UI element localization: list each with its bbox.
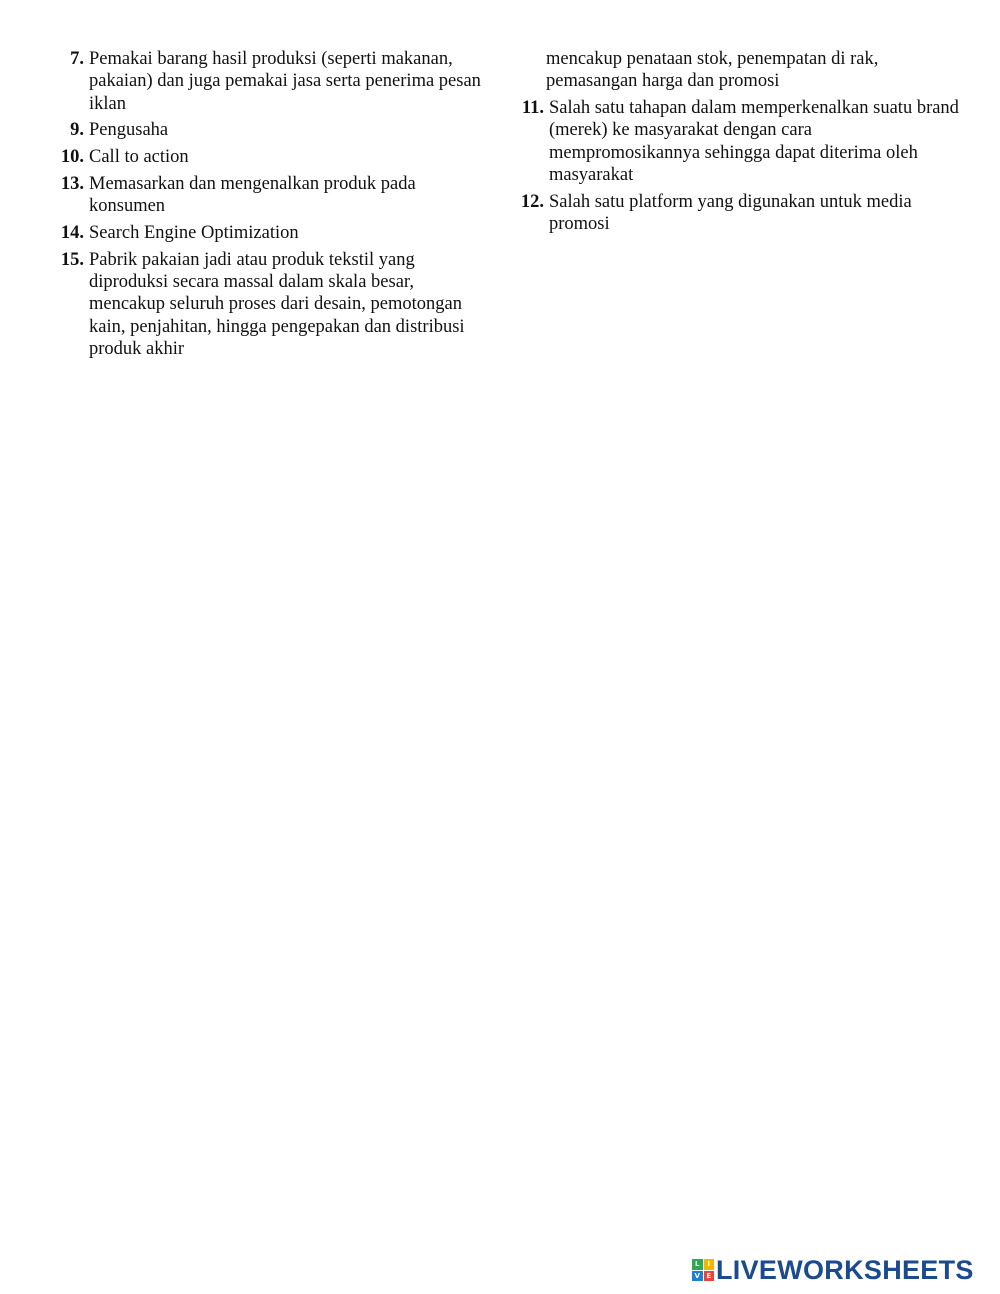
clue-item (500, 191, 960, 236)
clue-text: Pemakai barang hasil produksi (seperti makanan, pakaian) dan juga pemakai jasa serta penerima pesan iklan (89, 49, 481, 114)
liveworksheets-logo-icon (692, 1259, 714, 1281)
clue-number: 15. (60, 249, 84, 270)
clue-number: 12. (520, 191, 544, 212)
clue-number: 10. (60, 147, 84, 168)
clue-item (40, 222, 490, 244)
clue-text: Pengusaha (89, 120, 169, 141)
logo-mark-letter: I (704, 1259, 715, 1270)
clue-item (40, 146, 490, 168)
logo-mark-letter: L (692, 1259, 703, 1270)
clue-number: 13. (60, 173, 84, 194)
liveworksheets-logo (692, 1256, 974, 1284)
clue-item (40, 249, 490, 360)
clue-text: Pabrik pakaian jadi atau produk tekstil yang diproduksi secara massal dalam skala besar, mencakup seluruh proses dari desain, pemotongan kain, penjahitan, hingga pengepakan dan distribusi produk akhir (89, 249, 465, 360)
clue-item (500, 97, 960, 186)
clue-item (40, 119, 490, 141)
left-clue-column (40, 48, 490, 365)
clue-item (40, 173, 490, 218)
clue-text: Memasarkan dan mengenalkan produk pada konsumen (89, 173, 416, 217)
clue-text: Call to action (89, 147, 189, 168)
clue-number: 11. (521, 98, 544, 119)
clue-text: Search Engine Optimization (89, 223, 299, 244)
clue-number: 9. (70, 120, 84, 141)
logo-mark-letter: V (692, 1271, 703, 1282)
clue-number: 7. (70, 49, 84, 69)
clue-text: Salah satu tahapan dalam memperkenalkan suatu brand (merek) ke masyarakat dengan cara mempromosikannya sehingga dapat diterima oleh masyarakat (549, 98, 959, 185)
clue-text: Salah satu platform yang digunakan untuk media promosi (549, 191, 912, 235)
logo-mark-letter: E (704, 1271, 715, 1282)
logo-wordmark: LIVEWORKSHEETS (716, 1255, 974, 1285)
clue-number: 14. (60, 223, 84, 244)
clue-item (40, 48, 490, 115)
clue-continuation-text: mencakup penataan stok, penempatan di rak, pemasangan harga dan promosi (546, 49, 879, 92)
right-clue-column (500, 48, 960, 240)
